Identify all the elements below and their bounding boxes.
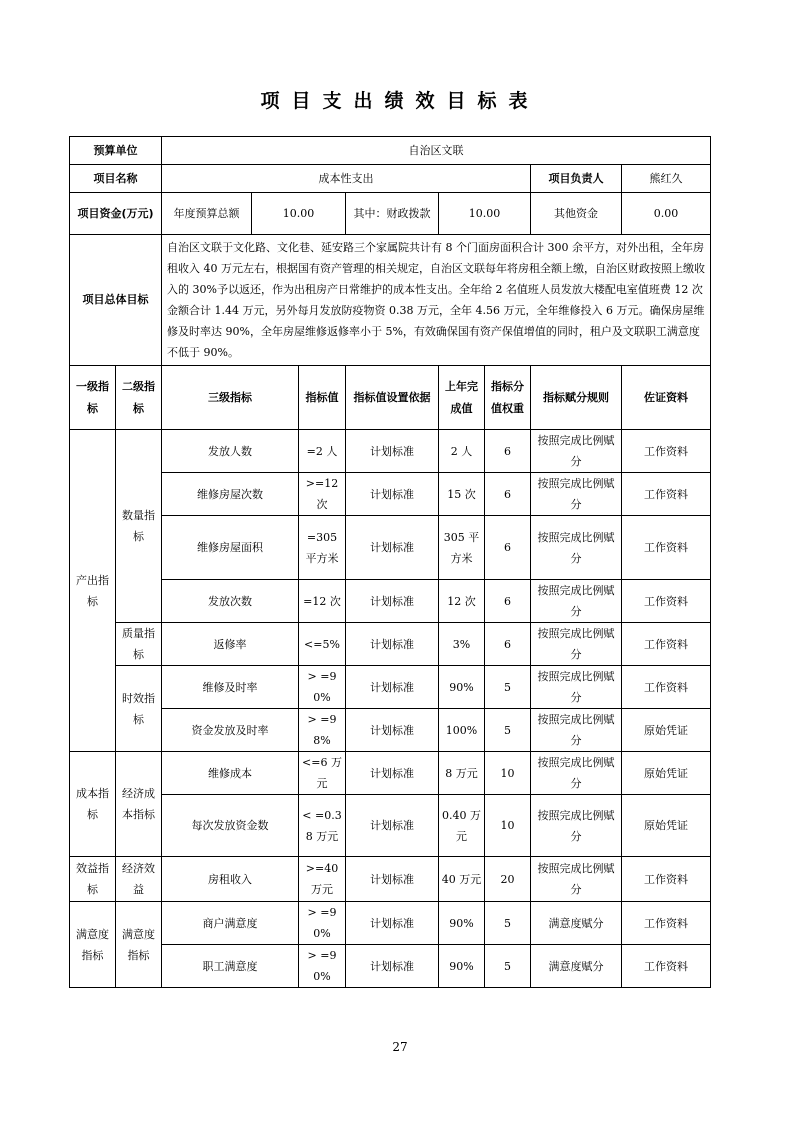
scoring-rule-cell: 满意度赋分: [531, 945, 622, 988]
header-indicator-value: 指标值: [299, 366, 346, 430]
prev-value-cell: 3%: [439, 623, 485, 666]
basis-cell: 计划标准: [346, 430, 439, 473]
scoring-rule-cell: 按照完成比例赋分: [531, 795, 622, 857]
level1-cell: 成本指标: [70, 752, 116, 857]
level3-cell: 返修率: [162, 623, 299, 666]
indicator-value-cell: <=5%: [299, 623, 346, 666]
overall-goal-text: 自治区文联于文化路、文化巷、延安路三个家属院共计有 8 个门面房面积合计 300 余平方，对外出租，全年房租收入 40 万元左右，根据国有资产管理的相关规定，自治区文联每年将房租全额上缴，自治区财政按照上缴收入的 30%予以返还，作为出租房产日常维护的成本性支出。全年给 2 名值班人员发放大楼配电室值班费 12 次金额合计 1.44 万元，另外每月发放防疫物资 0.38 万元，全年 4.56 万元，全年维修投入 6 万元。确保房屋维修及时率达 90%，全年房屋维修返修率小于 5%，有效确保国有资产保值增值的同时，租户及文联职工满意度不低于 90%。: [162, 235, 711, 366]
other-fund-label: 其他资金: [531, 193, 622, 235]
indicator-rows: [70, 430, 711, 988]
table-row: [70, 473, 711, 516]
evidence-cell: 工作资料: [622, 580, 711, 623]
indicator-value-cell: <=6 万元: [299, 752, 346, 795]
table-row: [70, 752, 711, 795]
indicator-value-cell: > =90%: [299, 902, 346, 945]
performance-target-table: [69, 136, 711, 988]
scoring-rule-cell: 按照完成比例赋分: [531, 580, 622, 623]
prev-value-cell: 15 次: [439, 473, 485, 516]
weight-cell: 6: [485, 430, 531, 473]
table-row: [70, 623, 711, 666]
level3-cell: 职工满意度: [162, 945, 299, 988]
other-fund-value: 0.00: [622, 193, 711, 235]
indicator-value-cell: =12 次: [299, 580, 346, 623]
weight-cell: 20: [485, 857, 531, 902]
basis-cell: 计划标准: [346, 945, 439, 988]
header-weight: 指标分值权重: [485, 366, 531, 430]
basis-cell: 计划标准: [346, 902, 439, 945]
table-row: [70, 580, 711, 623]
budget-unit-label: 预算单位: [70, 137, 162, 165]
table-row: [70, 857, 711, 902]
prev-value-cell: 40 万元: [439, 857, 485, 902]
prev-value-cell: 12 次: [439, 580, 485, 623]
indicator-value-cell: > =98%: [299, 709, 346, 752]
level3-cell: 维修及时率: [162, 666, 299, 709]
scoring-rule-cell: 按照完成比例赋分: [531, 666, 622, 709]
level3-cell: 发放人数: [162, 430, 299, 473]
basis-cell: 计划标准: [346, 516, 439, 580]
scoring-rule-cell: 满意度赋分: [531, 902, 622, 945]
level3-cell: 维修房屋面积: [162, 516, 299, 580]
level3-cell: 房租收入: [162, 857, 299, 902]
indicator-value-cell: > =90%: [299, 666, 346, 709]
basis-cell: 计划标准: [346, 752, 439, 795]
prev-value-cell: 90%: [439, 945, 485, 988]
evidence-cell: 工作资料: [622, 430, 711, 473]
scoring-rule-cell: 按照完成比例赋分: [531, 473, 622, 516]
project-fund-label: 项目资金(万元): [70, 193, 162, 235]
level2-cell: 经济效益: [116, 857, 162, 902]
weight-cell: 5: [485, 666, 531, 709]
level3-cell: 资金发放及时率: [162, 709, 299, 752]
table-row: [70, 795, 711, 857]
budget-unit-value: 自治区文联: [162, 137, 711, 165]
weight-cell: 10: [485, 795, 531, 857]
header-prev-value: 上年完成值: [439, 366, 485, 430]
evidence-cell: 工作资料: [622, 945, 711, 988]
indicator-value-cell: >=12 次: [299, 473, 346, 516]
project-name-label: 项目名称: [70, 165, 162, 193]
page-number: 27: [392, 1040, 408, 1054]
basis-cell: 计划标准: [346, 580, 439, 623]
header-scoring-rule: 指标赋分规则: [531, 366, 622, 430]
prev-value-cell: 90%: [439, 902, 485, 945]
evidence-cell: 工作资料: [622, 902, 711, 945]
evidence-cell: 原始凭证: [622, 709, 711, 752]
prev-value-cell: 305 平方米: [439, 516, 485, 580]
level2-cell: 满意度指标: [116, 902, 162, 988]
fiscal-allocation-value: 10.00: [439, 193, 531, 235]
header-level1: 一级指标: [70, 366, 116, 430]
basis-cell: 计划标准: [346, 795, 439, 857]
scoring-rule-cell: 按照完成比例赋分: [531, 857, 622, 902]
level2-cell: 质量指标: [116, 623, 162, 666]
page-title: 项目支出绩效目标表: [260, 90, 540, 112]
indicator-value-cell: > =90%: [299, 945, 346, 988]
level2-cell: 时效指标: [116, 666, 162, 752]
evidence-cell: 工作资料: [622, 473, 711, 516]
evidence-cell: 工作资料: [622, 623, 711, 666]
table-row: [70, 902, 711, 945]
table-row: [70, 516, 711, 580]
annual-budget-label: 年度预算总额: [162, 193, 252, 235]
level3-cell: 商户满意度: [162, 902, 299, 945]
scoring-rule-cell: 按照完成比例赋分: [531, 623, 622, 666]
scoring-rule-cell: 按照完成比例赋分: [531, 516, 622, 580]
basis-cell: 计划标准: [346, 666, 439, 709]
prev-value-cell: 8 万元: [439, 752, 485, 795]
header-level2: 二级指标: [116, 366, 162, 430]
level1-cell: 产出指标: [70, 430, 116, 752]
evidence-cell: 原始凭证: [622, 795, 711, 857]
weight-cell: 5: [485, 945, 531, 988]
scoring-rule-cell: 按照完成比例赋分: [531, 752, 622, 795]
level1-cell: 效益指标: [70, 857, 116, 902]
level3-cell: 维修成本: [162, 752, 299, 795]
prev-value-cell: 0.40 万元: [439, 795, 485, 857]
evidence-cell: 工作资料: [622, 857, 711, 902]
fiscal-allocation-label: 其中：财政拨款: [346, 193, 439, 235]
basis-cell: 计划标准: [346, 473, 439, 516]
project-owner-value: 熊红久: [622, 165, 711, 193]
basis-cell: 计划标准: [346, 623, 439, 666]
level2-cell: 数量指标: [116, 430, 162, 623]
indicator-value-cell: < =0.38 万元: [299, 795, 346, 857]
prev-value-cell: 2 人: [439, 430, 485, 473]
level1-cell: 满意度指标: [70, 902, 116, 988]
header-basis: 指标值设置依据: [346, 366, 439, 430]
weight-cell: 5: [485, 902, 531, 945]
evidence-cell: 原始凭证: [622, 752, 711, 795]
evidence-cell: 工作资料: [622, 516, 711, 580]
header-level3: 三级指标: [162, 366, 299, 430]
level3-cell: 发放次数: [162, 580, 299, 623]
weight-cell: 6: [485, 473, 531, 516]
evidence-cell: 工作资料: [622, 666, 711, 709]
prev-value-cell: 100%: [439, 709, 485, 752]
table-row: [70, 709, 711, 752]
scoring-rule-cell: 按照完成比例赋分: [531, 709, 622, 752]
project-name-value: 成本性支出: [162, 165, 531, 193]
weight-cell: 10: [485, 752, 531, 795]
weight-cell: 5: [485, 709, 531, 752]
prev-value-cell: 90%: [439, 666, 485, 709]
indicator-value-cell: =305 平方米: [299, 516, 346, 580]
level3-cell: 维修房屋次数: [162, 473, 299, 516]
indicator-value-cell: =2 人: [299, 430, 346, 473]
weight-cell: 6: [485, 580, 531, 623]
level3-cell: 每次发放资金数: [162, 795, 299, 857]
level2-cell: 经济成本指标: [116, 752, 162, 857]
indicator-value-cell: >=40 万元: [299, 857, 346, 902]
table-row: [70, 430, 711, 473]
basis-cell: 计划标准: [346, 709, 439, 752]
overall-goal-label: 项目总体目标: [70, 235, 162, 366]
table-row: [70, 945, 711, 988]
weight-cell: 6: [485, 623, 531, 666]
weight-cell: 6: [485, 516, 531, 580]
basis-cell: 计划标准: [346, 857, 439, 902]
project-owner-label: 项目负责人: [531, 165, 622, 193]
scoring-rule-cell: 按照完成比例赋分: [531, 430, 622, 473]
header-evidence: 佐证资料: [622, 366, 711, 430]
annual-budget-value: 10.00: [252, 193, 346, 235]
table-row: [70, 666, 711, 709]
